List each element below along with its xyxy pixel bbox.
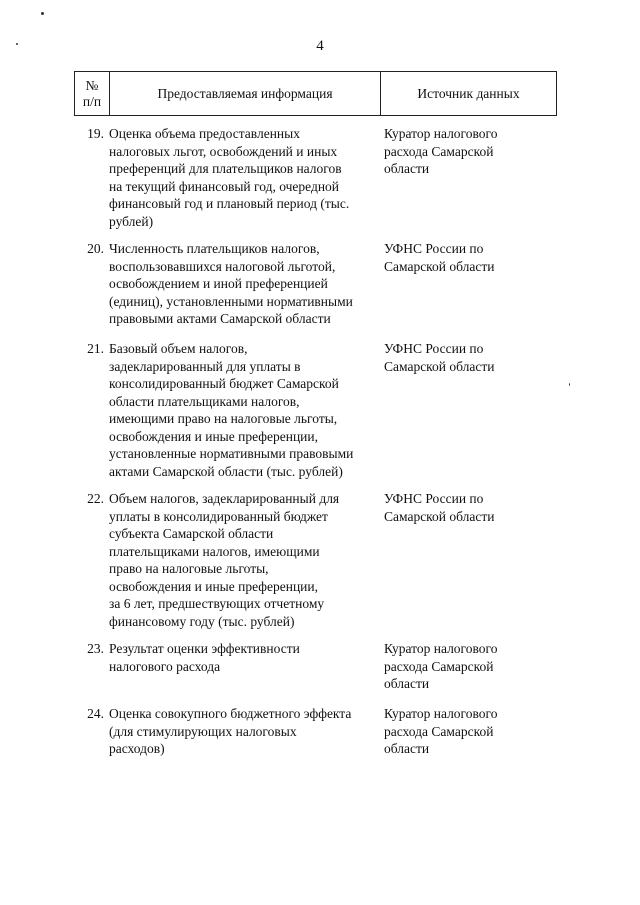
row-source-line: Куратор налогового — [384, 641, 498, 656]
page-number: 4 — [316, 38, 324, 54]
row-info-line: плательщиками налогов, имеющими — [109, 543, 320, 559]
row-source-line: Куратор налогового — [384, 706, 498, 721]
row-info — [109, 125, 379, 230]
row-source — [384, 640, 554, 693]
row-source-line: Самарской области — [384, 508, 495, 524]
row-info-line: Оценка совокупного бюджетного эффекта — [109, 706, 352, 721]
row-info-line: воспользовавшихся налоговой льготой, — [109, 258, 336, 274]
row-info — [109, 640, 379, 675]
row-info-line: налогового расхода — [109, 658, 221, 674]
row-info-line: (для стимулирующих налоговых — [109, 723, 297, 739]
row-source-line: Куратор налогового — [384, 126, 498, 141]
row-info — [109, 240, 379, 328]
row-info-line: уплаты в консолидированный бюджет — [109, 508, 328, 524]
row-info-line: правовыми актами Самарской области — [109, 311, 331, 326]
row-source-line: расхода Самарской — [384, 723, 494, 739]
row-source-line: области — [384, 741, 430, 756]
row-source — [384, 490, 554, 525]
header-number-line: п/п — [82, 93, 102, 109]
row-source-line: расхода Самарской — [384, 658, 494, 674]
row-info-line: консолидированный бюджет Самарской — [109, 376, 339, 391]
row-info-line: финансовый год и плановый период (тыс. — [109, 196, 350, 211]
row-source-line: УФНС России по — [384, 341, 484, 356]
row-info — [109, 490, 379, 630]
row-info-line: рублей) — [109, 213, 154, 229]
scan-speck — [569, 383, 570, 386]
row-info-line: Базовый объем налогов, — [109, 341, 248, 356]
row-number: 24. — [87, 706, 104, 721]
row-source — [384, 340, 554, 375]
row-source-line: УФНС России по — [384, 491, 484, 506]
header-source-cell: Источник данных — [417, 85, 520, 101]
row-info-line: имеющими право на налоговые льготы, — [109, 411, 338, 426]
row-info-line: субъекта Самарской области — [109, 526, 274, 541]
row-info-line: Численность плательщиков налогов, — [109, 241, 320, 256]
row-info-line: актами Самарской области (тыс. рублей) — [109, 463, 343, 479]
row-info-line: Оценка объема предоставленных — [109, 126, 300, 141]
row-number: 20. — [87, 241, 104, 256]
row-number: 23. — [87, 641, 104, 656]
row-source — [384, 240, 554, 275]
row-info-line: области плательщиками налогов, — [109, 393, 300, 409]
row-source-line: Самарской области — [384, 358, 495, 374]
row-info — [109, 340, 379, 480]
scan-speck — [41, 12, 44, 15]
header-number-line: № — [85, 77, 99, 93]
row-info-line: задекларированный для уплаты в — [109, 358, 301, 374]
row-number: 21. — [87, 341, 104, 356]
row-info-line: Объем налогов, задекларированный для — [109, 491, 340, 506]
row-info-line: за 6 лет, предшествующих отчетному — [109, 596, 325, 611]
row-source-line: УФНС России по — [384, 241, 484, 256]
row-source-line: расхода Самарской — [384, 143, 494, 159]
row-info-line: финансовому году (тыс. рублей) — [109, 613, 295, 629]
row-info-line: освобождением и иной преференцией — [109, 276, 328, 291]
row-info-line: право на налоговые льготы, — [109, 561, 269, 576]
row-info-line: установленные нормативными правовыми — [109, 446, 354, 461]
row-info-line: преференций для плательщиков налогов — [109, 161, 342, 176]
header-info-cell: Предоставляемая информация — [110, 72, 381, 115]
row-info-line: (единиц), установленными нормативными — [109, 293, 353, 309]
row-info-line: освобождения и иные преференции, — [109, 578, 318, 594]
row-number: 22. — [87, 491, 104, 506]
row-info — [109, 705, 379, 758]
header-number-cell — [75, 72, 110, 115]
row-source-line: области — [384, 676, 430, 691]
row-info-line: на текущий финансовый год, очередной — [109, 178, 340, 194]
row-info-line: расходов) — [109, 741, 165, 756]
row-source — [384, 705, 554, 758]
row-number: 19. — [87, 126, 104, 141]
table-header — [74, 71, 557, 116]
row-info-line: налоговых льгот, освобождений и иных — [109, 143, 338, 159]
row-source — [384, 125, 554, 178]
row-info-line: Результат оценки эффективности — [109, 641, 300, 656]
row-info-line: освобождения и иные преференции, — [109, 428, 318, 444]
row-source-line: области — [384, 161, 430, 176]
row-source-line: Самарской области — [384, 258, 495, 274]
